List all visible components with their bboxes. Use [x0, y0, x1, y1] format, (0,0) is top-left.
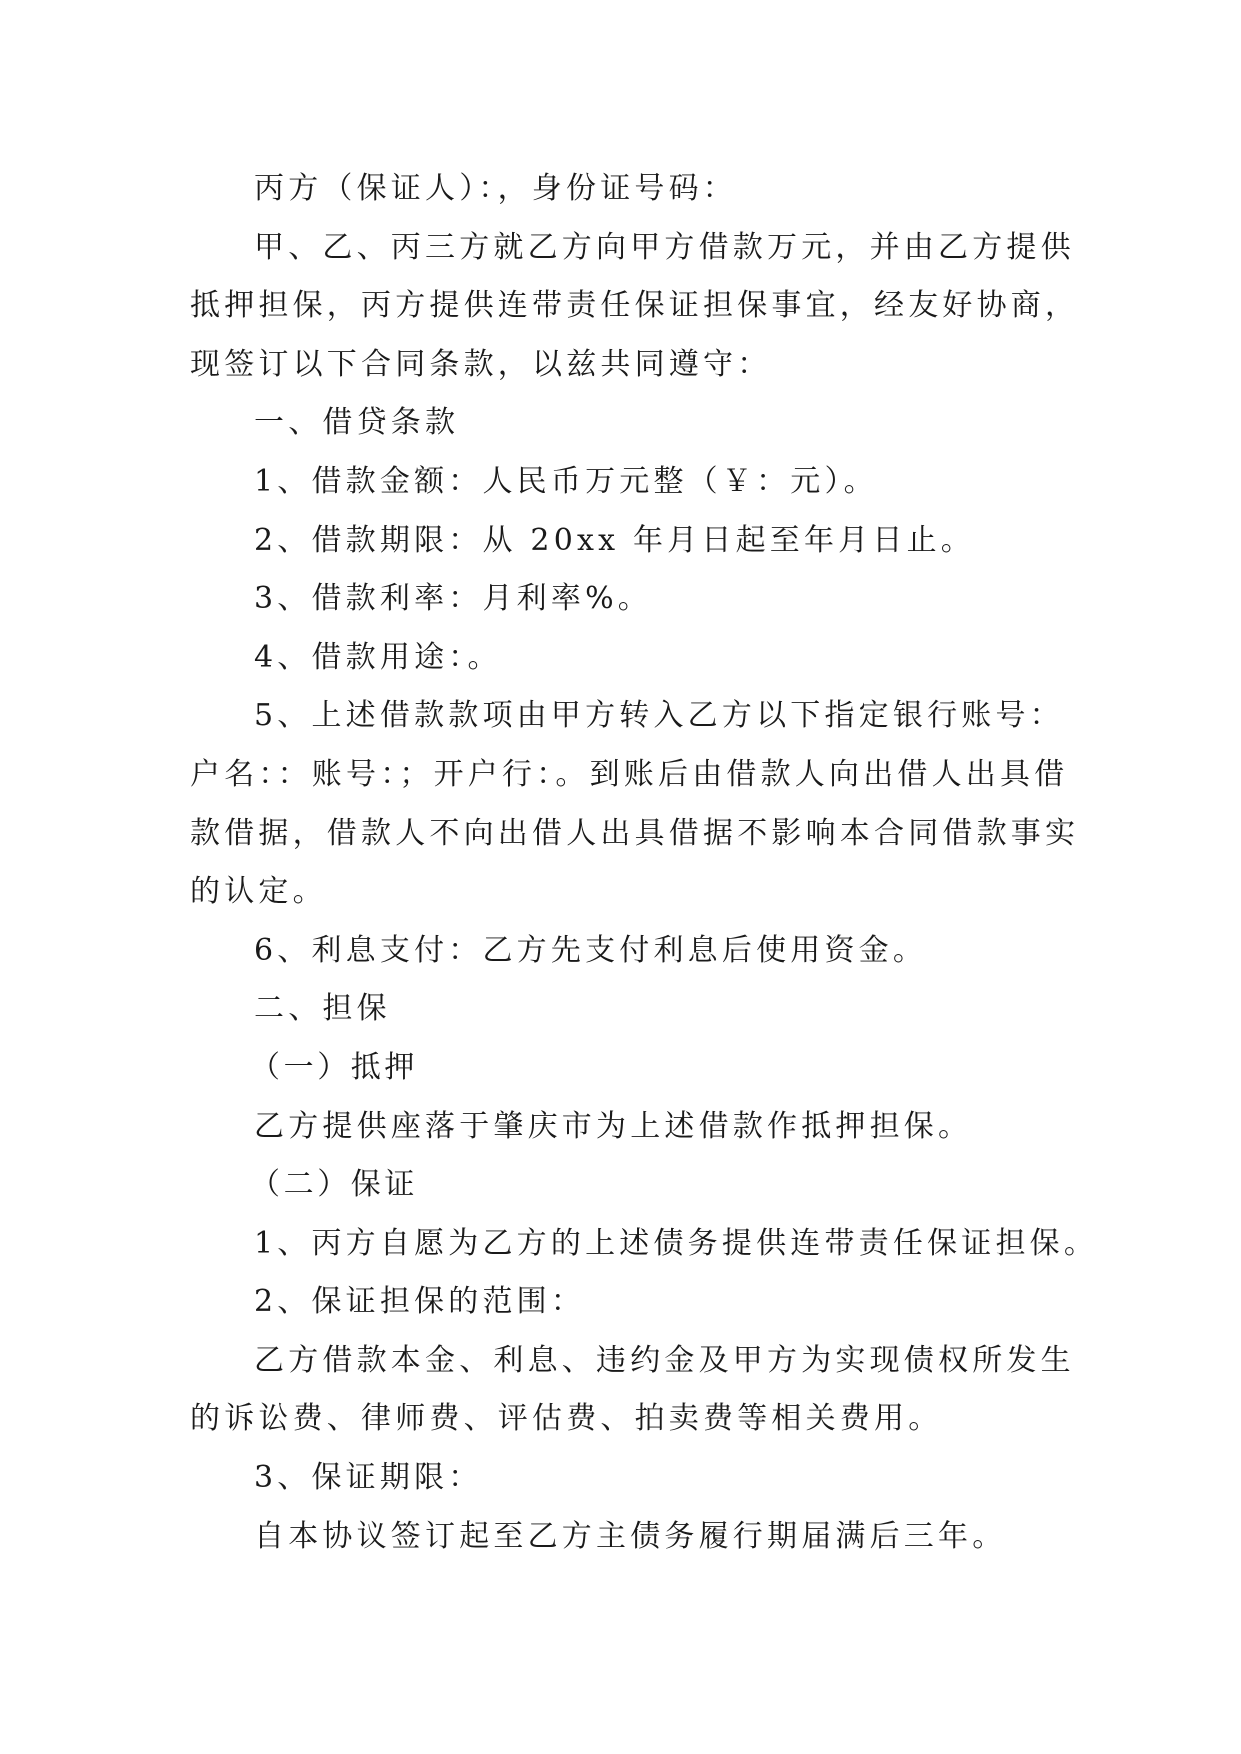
- clause-line: 自本协议签订起至乙方主债务履行期届满后三年。: [254, 1518, 1007, 1554]
- guarantor-line: 丙方（保证人）：，身份证号码：: [254, 171, 737, 206]
- clause-line: 乙方提供座落于肇庆市为上述借款作抵押担保。: [254, 1108, 973, 1144]
- clause-line: 户名：：账号：；开户行：。到账后由借款人向出借人出具借: [190, 756, 1069, 792]
- contract-body: [190, 160, 1099, 1566]
- section-heading: 二、担保: [254, 991, 391, 1027]
- clause-line: 1、借款金额：人民币万元整（￥：元）。: [254, 463, 878, 499]
- subsection-heading: （一）抵押: [250, 1049, 418, 1085]
- clause-line: 4、借款用途：。: [254, 639, 502, 675]
- clause-line: 2、借款期限：从 20xx 年月日起至年月日止。: [254, 522, 975, 558]
- clause-line: 款借据，借款人不向出借人出具借据不影响本合同借款事实: [190, 815, 1080, 851]
- clause-line: 6、利息支付：乙方先支付利息后使用资金。: [254, 932, 928, 968]
- preamble-line: 抵押担保，丙方提供连带责任保证担保事宜，经友好协商，: [190, 288, 1080, 324]
- clause-line: 乙方借款本金、利息、违约金及甲方为实现债权所发生: [254, 1342, 1075, 1378]
- preamble-line: 甲、乙、丙三方就乙方向甲方借款万元，并由乙方提供: [254, 229, 1075, 265]
- preamble-line: 现签订以下合同条款，以兹共同遵守：: [190, 346, 772, 382]
- clause-line: 的诉讼费、律师费、评估费、拍卖费等相关费用。: [190, 1401, 943, 1437]
- section-heading: 一、借贷条款: [254, 405, 460, 441]
- subsection-heading: （二）保证: [250, 1167, 418, 1203]
- clause-line: 2、保证担保的范围：: [254, 1284, 586, 1320]
- clause-line: 3、借款利率：月利率%。: [254, 581, 652, 617]
- clause-line: 5、上述借款款项由甲方转入乙方以下指定银行账号：: [254, 698, 1064, 734]
- clause-line: 3、保证期限：: [254, 1460, 483, 1496]
- clause-line: 的认定。: [190, 874, 327, 910]
- clause-line: 1、丙方自愿为乙方的上述债务提供连带责任保证担保。: [254, 1225, 1099, 1261]
